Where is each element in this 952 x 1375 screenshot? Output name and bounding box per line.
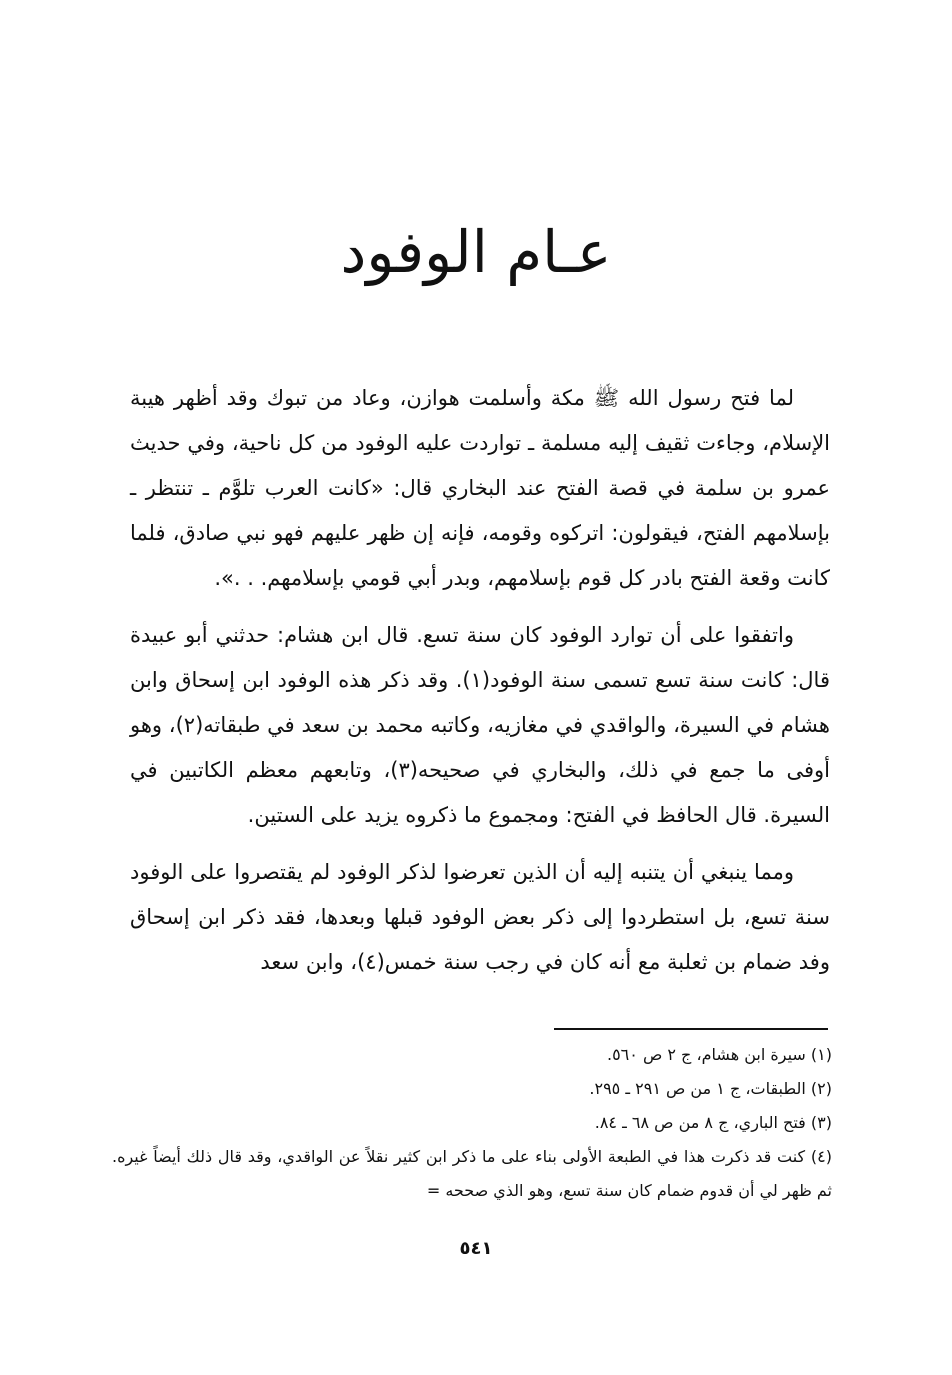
footnotes	[112, 1038, 832, 1208]
paragraph-3: ومما ينبغي أن يتنبه إليه أن الذين تعرضوا لذكر الوفود لم يقتصروا على الوفود سنة تسع، بل استطردوا إلى ذكر بعض الوفود قبلها وبعدها، فقد ذكر ابن إسحاق وفد ضمام بن ثعلبة مع أنه كان في رجب سنة خمس(٤)، وابن سعد	[130, 860, 830, 974]
footnote-2: (٢) الطبقات، ج ١ من ص ٢٩١ ـ ٢٩٥.	[589, 1079, 832, 1098]
footnote-4: (٤) كنت قد ذكرت هذا في الطبعة الأولى بناء على ما ذكر ابن كثير نقلاً عن الواقدي، وقد قال ذلك أيضاً غيره. ثم ظهر لي أن قدوم ضمام كان سنة تسع، وهو الذي صححه =	[112, 1147, 832, 1200]
paragraph-2: واتفقوا على أن توارد الوفود كان سنة تسع. قال ابن هشام: حدثني أبو عبيدة قال: كانت سنة تسع تسمى سنة الوفود(١). وقد ذكر هذه الوفود ابن إسحاق وابن هشام في السيرة، والواقدي في مغازيه، وكاتبه محمد بن سعد في طبقاته(٢)، وهو أوفى ما جمع في ذلك، والبخاري في صحيحه(٣)، وتابعهم معظم الكاتبين في السيرة. قال الحافظ في الفتح: ومجموع ما ذكروه يزيد على الستين.	[130, 623, 830, 827]
paragraph-1: لما فتح رسول الله ﷺ مكة وأسلمت هوازن، وعاد من تبوك وقد أظهر هيبة الإسلام، وجاءت ثقيف إليه مسلمة ـ تواردت عليه الوفود من كل ناحية، وفي حديث عمرو بن سلمة في قصة الفتح عند البخاري قال: «كانت العرب تلوَّم ـ تنتظر ـ بإسلامهم الفتح، فيقولون: اتركوه وقومه، فإنه إن ظهر عليهم فهو نبي صادق، فلما كانت وقعة الفتح بادر كل قوم بإسلامهم، وبدر أبي قومي بإسلامهم. . .».	[130, 386, 830, 590]
footnote-3: (٣) فتح الباري، ج ٨ من ص ٦٨ ـ ٨٤.	[594, 1113, 832, 1132]
chapter-title: عـام الوفود	[340, 218, 612, 286]
footnote-divider	[554, 1028, 828, 1030]
body-text	[130, 376, 830, 997]
page-number: ٥٤١	[459, 1238, 493, 1259]
footnote-1: (١) سيرة ابن هشام، ج ٢ ص ٥٦٠.	[606, 1045, 832, 1064]
